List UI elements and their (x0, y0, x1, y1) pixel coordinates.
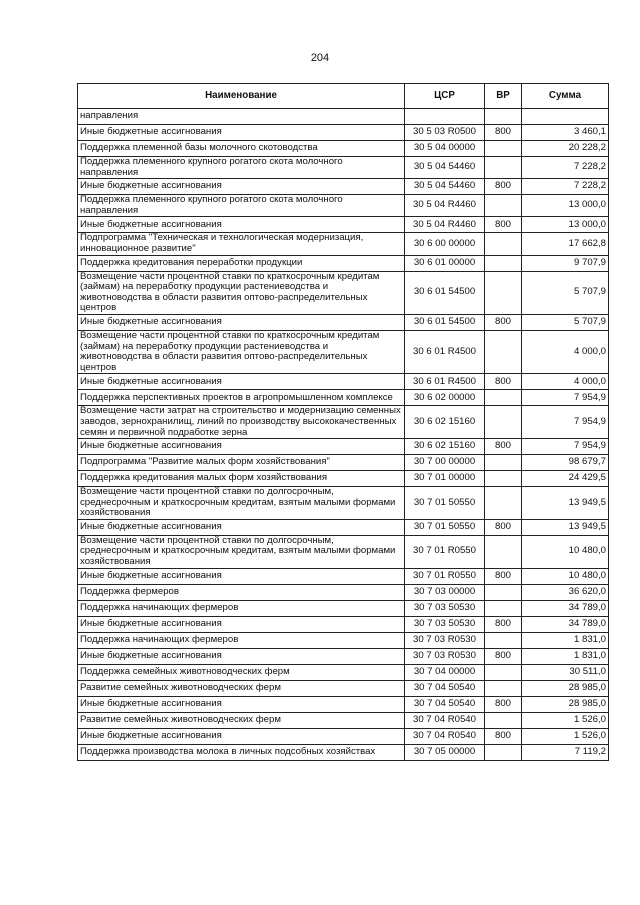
row-csr-cell: 30 7 03 50530 (405, 616, 485, 632)
row-sum-cell: 24 429,5 (522, 471, 609, 487)
row-csr-cell: 30 7 03 50530 (405, 600, 485, 616)
row-name-cell: Поддержка кредитования малых форм хозяйствования (78, 471, 405, 487)
table-row (78, 455, 609, 471)
page-number: 204 (310, 52, 330, 64)
row-vr-cell: 800 (485, 217, 522, 233)
row-name-cell: Развитие семейных животноводческих ферм (78, 680, 405, 696)
row-sum-cell: 36 620,0 (522, 584, 609, 600)
row-sum-cell: 13 949,5 (522, 519, 609, 535)
row-csr-cell: 30 6 01 R4500 (405, 374, 485, 390)
header-vr: ВР (485, 84, 522, 109)
row-vr-cell: 800 (485, 519, 522, 535)
row-sum-cell: 7 228,2 (522, 179, 609, 195)
row-vr-cell (485, 330, 522, 373)
row-sum-cell: 5 707,9 (522, 271, 609, 314)
row-csr-cell: 30 7 01 50550 (405, 487, 485, 520)
row-sum-cell: 10 480,0 (522, 568, 609, 584)
table-row (78, 519, 609, 535)
row-vr-cell (485, 157, 522, 179)
row-sum-cell: 13 949,5 (522, 487, 609, 520)
row-csr-cell: 30 5 04 R4460 (405, 217, 485, 233)
row-name-cell: Поддержка перспективных проектов в агропромышленном комплексе (78, 390, 405, 406)
table-row (78, 696, 609, 712)
table-row (78, 330, 609, 373)
row-csr-cell: 30 7 03 R0530 (405, 632, 485, 648)
row-csr-cell: 30 7 00 00000 (405, 455, 485, 471)
header-row (78, 84, 609, 109)
row-vr-cell (485, 255, 522, 271)
table-row (78, 632, 609, 648)
table-row (78, 157, 609, 179)
row-vr-cell (485, 664, 522, 680)
row-name-cell: Поддержка фермеров (78, 584, 405, 600)
row-sum-cell: 17 662,8 (522, 233, 609, 255)
table-row (78, 728, 609, 744)
row-vr-cell (485, 471, 522, 487)
row-sum-cell: 34 789,0 (522, 616, 609, 632)
row-csr-cell: 30 7 03 R0530 (405, 648, 485, 664)
row-vr-cell (485, 195, 522, 217)
row-name-cell: Подпрограмма "Техническая и технологическая модернизация, инновационное развитие" (78, 233, 405, 255)
table-row (78, 648, 609, 664)
table-row (78, 616, 609, 632)
table-row (78, 109, 609, 125)
row-name-cell: Поддержка начинающих фермеров (78, 600, 405, 616)
row-vr-cell: 800 (485, 179, 522, 195)
row-vr-cell: 800 (485, 374, 522, 390)
row-name-cell: Поддержка производства молока в личных подсобных хозяйствах (78, 744, 405, 760)
row-name-cell: Иные бюджетные ассигнования (78, 314, 405, 330)
row-sum-cell: 7 119,2 (522, 744, 609, 760)
row-csr-cell: 30 5 04 00000 (405, 141, 485, 157)
table-row (78, 217, 609, 233)
row-name-cell: Иные бюджетные ассигнования (78, 519, 405, 535)
row-vr-cell (485, 455, 522, 471)
row-sum-cell: 5 707,9 (522, 314, 609, 330)
table-row (78, 471, 609, 487)
row-name-cell: Поддержка семейных животноводческих ферм (78, 664, 405, 680)
row-sum-cell: 13 000,0 (522, 217, 609, 233)
table-row (78, 664, 609, 680)
row-csr-cell (405, 109, 485, 125)
row-csr-cell: 30 5 04 R4460 (405, 195, 485, 217)
row-sum-cell: 10 480,0 (522, 535, 609, 568)
row-csr-cell: 30 6 01 R4500 (405, 330, 485, 373)
row-csr-cell: 30 5 04 54460 (405, 157, 485, 179)
row-vr-cell (485, 680, 522, 696)
row-vr-cell (485, 712, 522, 728)
table-row (78, 600, 609, 616)
table-row (78, 390, 609, 406)
row-sum-cell: 7 954,9 (522, 439, 609, 455)
table-row (78, 744, 609, 760)
header-sum: Сумма (522, 84, 609, 109)
header-csr: ЦСР (405, 84, 485, 109)
row-name-cell: Иные бюджетные ассигнования (78, 696, 405, 712)
row-csr-cell: 30 7 04 00000 (405, 664, 485, 680)
table-row (78, 487, 609, 520)
row-csr-cell: 30 6 02 15160 (405, 439, 485, 455)
row-name-cell: Иные бюджетные ассигнования (78, 616, 405, 632)
row-csr-cell: 30 7 01 00000 (405, 471, 485, 487)
row-vr-cell (485, 141, 522, 157)
row-vr-cell: 800 (485, 314, 522, 330)
row-csr-cell: 30 6 02 00000 (405, 390, 485, 406)
row-csr-cell: 30 6 01 00000 (405, 255, 485, 271)
row-vr-cell: 800 (485, 696, 522, 712)
row-sum-cell: 7 954,9 (522, 390, 609, 406)
row-name-cell: Иные бюджетные ассигнования (78, 439, 405, 455)
table-header (78, 84, 609, 109)
row-sum-cell: 28 985,0 (522, 680, 609, 696)
header-name: Наименование (78, 84, 405, 109)
row-sum-cell: 4 000,0 (522, 374, 609, 390)
row-name-cell: Возмещение части процентной ставки по краткосрочным кредитам (займам) на переработку продукции растениеводства и животноводства в области развития оптово-распределительных центров (78, 271, 405, 314)
row-vr-cell (485, 271, 522, 314)
row-vr-cell (485, 535, 522, 568)
row-name-cell: Иные бюджетные ассигнования (78, 728, 405, 744)
row-vr-cell (485, 632, 522, 648)
row-csr-cell: 30 7 04 50540 (405, 680, 485, 696)
budget-table (77, 83, 609, 761)
row-csr-cell: 30 7 03 00000 (405, 584, 485, 600)
row-sum-cell: 13 000,0 (522, 195, 609, 217)
row-name-cell: направления (78, 109, 405, 125)
table-row (78, 179, 609, 195)
row-name-cell: Возмещение части процентной ставки по долгосрочным, среднесрочным и краткосрочным кредитам, взятым малыми формами хозяйствования (78, 487, 405, 520)
row-name-cell: Поддержка племенного крупного рогатого скота молочного направления (78, 157, 405, 179)
row-sum-cell: 1 831,0 (522, 632, 609, 648)
table-row (78, 568, 609, 584)
row-vr-cell: 800 (485, 648, 522, 664)
row-sum-cell: 4 000,0 (522, 330, 609, 373)
table-row (78, 125, 609, 141)
row-csr-cell: 30 7 01 R0550 (405, 568, 485, 584)
row-vr-cell: 800 (485, 616, 522, 632)
table-row (78, 406, 609, 439)
table-row (78, 680, 609, 696)
row-sum-cell: 7 954,9 (522, 406, 609, 439)
row-name-cell: Возмещение части процентной ставки по долгосрочным, среднесрочным и краткосрочным кредитам, взятым малыми формами хозяйствования (78, 535, 405, 568)
row-csr-cell: 30 6 01 54500 (405, 271, 485, 314)
row-vr-cell (485, 109, 522, 125)
row-vr-cell (485, 487, 522, 520)
row-csr-cell: 30 6 01 54500 (405, 314, 485, 330)
table-row (78, 374, 609, 390)
row-name-cell: Возмещение части процентной ставки по краткосрочным кредитам (займам) на переработку продукции растениеводства и животноводства в области развития оптово-распределительных центров (78, 330, 405, 373)
row-csr-cell: 30 5 03 R0500 (405, 125, 485, 141)
table-body (78, 109, 609, 761)
row-sum-cell: 28 985,0 (522, 696, 609, 712)
row-name-cell: Поддержка племенного крупного рогатого скота молочного направления (78, 195, 405, 217)
row-sum-cell: 30 511,0 (522, 664, 609, 680)
row-csr-cell: 30 7 01 50550 (405, 519, 485, 535)
row-sum-cell: 20 228,2 (522, 141, 609, 157)
row-csr-cell: 30 7 01 R0550 (405, 535, 485, 568)
row-vr-cell: 800 (485, 439, 522, 455)
row-csr-cell: 30 7 04 R0540 (405, 728, 485, 744)
row-name-cell: Развитие семейных животноводческих ферм (78, 712, 405, 728)
row-name-cell: Иные бюджетные ассигнования (78, 374, 405, 390)
row-name-cell: Поддержка кредитования переработки продукции (78, 255, 405, 271)
table-row (78, 535, 609, 568)
row-name-cell: Возмещение части затрат на строительство и модернизацию семенных заводов, зернохранилищ, линий по производству высококачественных семян и первичной подработке зерна (78, 406, 405, 439)
row-csr-cell: 30 7 04 R0540 (405, 712, 485, 728)
table-row (78, 271, 609, 314)
table-row (78, 314, 609, 330)
table-row (78, 255, 609, 271)
table-row (78, 584, 609, 600)
table-row (78, 233, 609, 255)
row-sum-cell (522, 109, 609, 125)
row-csr-cell: 30 5 04 54460 (405, 179, 485, 195)
row-vr-cell (485, 390, 522, 406)
row-csr-cell: 30 6 02 15160 (405, 406, 485, 439)
row-sum-cell: 34 789,0 (522, 600, 609, 616)
row-sum-cell: 7 228,2 (522, 157, 609, 179)
row-vr-cell (485, 744, 522, 760)
table-row (78, 195, 609, 217)
row-vr-cell (485, 406, 522, 439)
table-row (78, 141, 609, 157)
row-csr-cell: 30 6 00 00000 (405, 233, 485, 255)
row-name-cell: Иные бюджетные ассигнования (78, 125, 405, 141)
row-vr-cell: 800 (485, 728, 522, 744)
table-row (78, 439, 609, 455)
row-sum-cell: 1 526,0 (522, 728, 609, 744)
table-row (78, 712, 609, 728)
row-name-cell: Поддержка начинающих фермеров (78, 632, 405, 648)
row-vr-cell (485, 233, 522, 255)
row-sum-cell: 98 679,7 (522, 455, 609, 471)
row-name-cell: Поддержка племенной базы молочного скотоводства (78, 141, 405, 157)
row-csr-cell: 30 7 05 00000 (405, 744, 485, 760)
row-name-cell: Иные бюджетные ассигнования (78, 568, 405, 584)
row-sum-cell: 1 831,0 (522, 648, 609, 664)
row-sum-cell: 9 707,9 (522, 255, 609, 271)
row-vr-cell: 800 (485, 568, 522, 584)
row-name-cell: Иные бюджетные ассигнования (78, 648, 405, 664)
row-sum-cell: 3 460,1 (522, 125, 609, 141)
row-name-cell: Иные бюджетные ассигнования (78, 179, 405, 195)
row-vr-cell: 800 (485, 125, 522, 141)
row-csr-cell: 30 7 04 50540 (405, 696, 485, 712)
row-name-cell: Подпрограмма "Развитие малых форм хозяйствования" (78, 455, 405, 471)
row-vr-cell (485, 600, 522, 616)
row-sum-cell: 1 526,0 (522, 712, 609, 728)
row-vr-cell (485, 584, 522, 600)
row-name-cell: Иные бюджетные ассигнования (78, 217, 405, 233)
